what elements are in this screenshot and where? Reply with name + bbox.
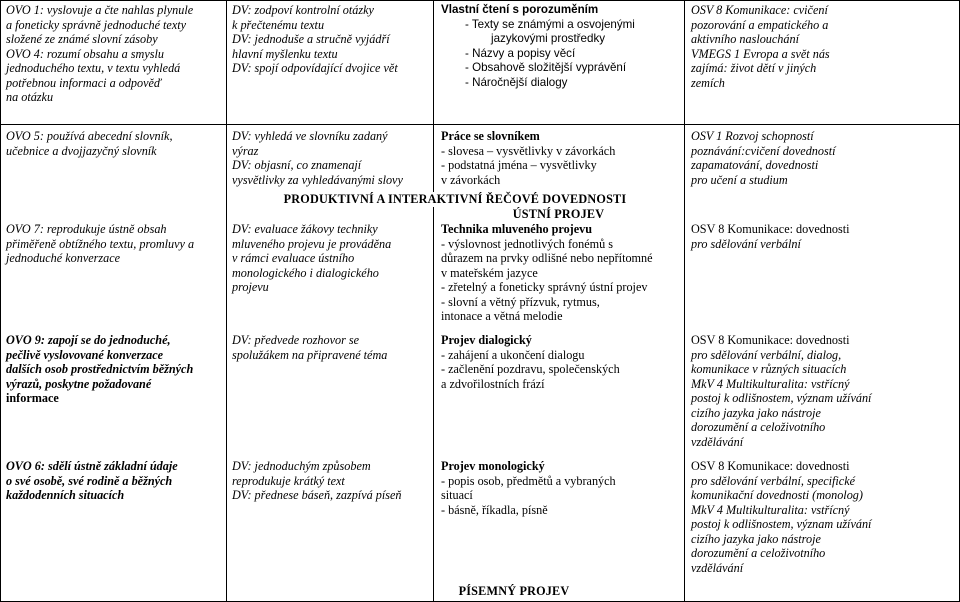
text-line: DV: předvede rozhovor se: [232, 333, 360, 347]
text-line: informace: [6, 391, 59, 405]
speaking-activity-evaluation: [232, 222, 391, 295]
text-line: pozorování a empatického a: [691, 17, 829, 32]
text-line: v mateřském jazyce: [441, 265, 538, 280]
text-line: v rámci evaluace ústního: [232, 251, 355, 265]
crosscurricular-speaking-c: [691, 459, 871, 575]
text-line: dorozumění a celoživotního: [691, 546, 826, 560]
text-line: komunikační dovednosti (monolog): [691, 488, 863, 502]
text-line: OVO 7: reprodukuje ústně obsah: [6, 222, 167, 236]
text-line: DV: jednoduchým způsobem: [232, 459, 371, 473]
text-line: VMEGS 1 Evropa a svět nás: [691, 46, 830, 61]
text-line: učebnice a dvojjazyčný slovník: [6, 143, 157, 158]
content-title: Vlastní čtení s porozuměním: [441, 3, 599, 16]
text-line: OSV 8 Komunikace: cvičení: [691, 3, 828, 17]
text-line: pro sdělování verbální, dialog,: [691, 347, 842, 362]
text-line: reprodukuje krátký text: [232, 473, 345, 488]
row2-crosscurricular-cell: [691, 129, 836, 187]
speaking-outcome-9: [6, 333, 193, 406]
text-line: - popis osob, předmětů a vybraných: [441, 473, 616, 488]
text-line: výraz: [232, 143, 259, 158]
text-line: - začlenění pozdravu, společenských: [441, 362, 620, 376]
text-line: a foneticky správně jednoduché texty: [6, 17, 187, 32]
text-line: jazykovými prostředky: [491, 32, 606, 45]
text-line: dorozumění a celoživotního: [691, 420, 826, 434]
text-line: DV: přednese báseň, zazpívá píseň: [232, 488, 402, 502]
content-title: Práce se slovníkem: [441, 129, 540, 143]
content-speech-technique: [441, 222, 653, 324]
text-line: dalších osob prostřednictvím běžných: [6, 362, 194, 376]
column-divider: [226, 0, 227, 602]
text-line: DV: zodpoví kontrolní otázky: [232, 3, 374, 17]
row1-activities-cell: [232, 3, 398, 76]
row1-crosscurricular-cell: [691, 3, 830, 90]
text-line: aktivního naslouchání: [691, 32, 799, 46]
text-line: - slovní a větný přízvuk, rytmus,: [441, 294, 600, 309]
text-line: OSV 1 Rozvoj schopností: [691, 129, 814, 143]
section-heading: ÚSTNÍ PROJEV: [512, 207, 605, 221]
text-line: pro učení a studium: [691, 172, 788, 187]
speaking-outcome-6: [6, 459, 178, 503]
text-line: vzdělávání: [691, 560, 744, 575]
text-line: potřebnou informaci a odpověď: [6, 75, 162, 90]
text-line: zapamatování, dovednosti: [691, 158, 819, 172]
content-monologue: [441, 459, 616, 517]
text-line: OVO 5: používá abecední slovník,: [6, 129, 173, 143]
text-line: DV: vyhledá ve slovníku zadaný: [232, 129, 388, 143]
column-divider: [433, 0, 434, 602]
text-line: výrazů, poskytne požadované: [6, 376, 152, 391]
text-line: přiměřeně obtížného textu, promluvy a: [6, 236, 195, 251]
text-line: poznávání:cvičení dovedností: [691, 143, 836, 158]
text-line: - Texty se známými a osvojenými: [465, 17, 635, 31]
text-line: - Náročnější dialogy: [465, 75, 568, 89]
text-line: OVO 4: rozumí obsahu a smyslu: [6, 46, 164, 61]
section-heading: PÍSEMNÝ PROJEV: [458, 584, 570, 598]
text-line: MkV 4 Multikulturalita: vstřícný: [691, 376, 850, 391]
content-dialogue: [441, 333, 620, 391]
text-line: a zdvořilostních frází: [441, 376, 545, 391]
text-line: pro sdělování verbální, specifické: [691, 473, 856, 488]
text-line: DV: evaluace žákovy techniky: [232, 222, 378, 236]
row1-outcomes-cell: [6, 3, 193, 105]
text-line: mluveného projevu je prováděna: [232, 236, 392, 251]
speaking-activity-monologue: [232, 459, 401, 503]
text-line: vzdělávání: [691, 434, 744, 449]
text-line: DV: jednoduše a stručně vyjádří: [232, 32, 390, 46]
text-line: situací: [441, 488, 473, 502]
text-line: OSV 8 Komunikace: dovednosti: [691, 459, 850, 473]
text-line: pro sdělování verbální: [691, 236, 801, 251]
row1-content-cell: [441, 3, 635, 90]
crosscurricular-speaking-a: [691, 222, 850, 251]
text-line: - zahájení a ukončení dialogu: [441, 347, 585, 362]
row2-activities-cell: [232, 129, 403, 187]
text-line: projevu: [232, 280, 269, 294]
text-line: cizího jazyka jako nástroje: [691, 531, 821, 546]
text-line: MkV 4 Multikulturalita: vstřícný: [691, 502, 850, 517]
text-line: OSV 8 Komunikace: dovednosti: [691, 222, 850, 236]
text-line: - zřetelný a foneticky správný ústní projev: [441, 280, 648, 294]
column-divider: [684, 0, 685, 602]
text-line: OSV 8 Komunikace: dovednosti: [691, 333, 850, 347]
text-line: OVO 9: zapojí se do jednoduché,: [6, 333, 171, 347]
text-line: DV: objasní, co znamenají: [232, 158, 362, 172]
text-line: zajímá: život dětí v jiných: [691, 61, 817, 75]
crosscurricular-speaking-b: [691, 333, 871, 449]
text-line: intonace a větná melodie: [441, 309, 563, 323]
text-line: na otázku: [6, 90, 54, 104]
text-line: v závorkách: [441, 172, 501, 187]
text-line: spolužákem na připravené téma: [232, 347, 388, 362]
text-line: složené ze známé slovní zásoby: [6, 32, 158, 46]
text-line: - výslovnost jednotlivých fonémů s: [441, 236, 613, 251]
text-line: postoj k odlišnostem, význam užívání: [691, 517, 872, 531]
text-line: - slovesa – vysvětlivky v závorkách: [441, 143, 616, 158]
text-line: každodenních situacích: [6, 488, 125, 502]
text-line: komunikace v různých situacích: [691, 362, 847, 376]
text-line: - básně, říkadla, písně: [441, 502, 548, 517]
text-line: - podstatná jména – vysvětlivky: [441, 158, 597, 172]
row-divider: [0, 0, 960, 1]
section-heading: PRODUKTIVNÍ A INTERAKTIVNÍ ŘEČOVÉ DOVEDNOSTI: [227, 192, 683, 207]
speaking-outcome-7: [6, 222, 194, 266]
content-title: Technika mluveného projevu: [441, 222, 593, 236]
text-line: o své osobě, své rodině a běžných: [6, 473, 173, 488]
text-line: cizího jazyka jako nástroje: [691, 405, 821, 420]
text-line: pečlivě vyslovované konverzace: [6, 347, 164, 362]
text-line: OVO 6: sdělí ústně základní údaje: [6, 459, 178, 473]
text-line: monologického i dialogického: [232, 265, 379, 280]
content-title: Projev dialogický: [441, 333, 532, 347]
text-line: OVO 1: vyslovuje a čte nahlas plynule: [6, 3, 194, 17]
text-line: DV: spojí odpovídající dvojice vět: [232, 61, 398, 75]
text-line: důrazem na prvky odlišné nebo nepřítomné: [441, 251, 653, 265]
text-line: jednoduchého textu, v textu vyhledá: [6, 61, 181, 75]
column-divider: [0, 0, 1, 602]
row2-outcomes-cell: [6, 129, 173, 158]
text-line: - Názvy a popisy věcí: [465, 46, 576, 60]
text-line: k přečtenému textu: [232, 17, 325, 32]
text-line: - Obsahově složitější vyprávění: [465, 61, 627, 74]
text-line: vysvětlivky za vyhledávanými slovy: [232, 172, 403, 187]
row2-content-cell: [441, 129, 615, 187]
row-divider: [0, 124, 960, 125]
text-line: jednoduché konverzace: [6, 251, 121, 265]
text-line: zemích: [691, 75, 725, 90]
content-title: Projev monologický: [441, 459, 545, 473]
speaking-activity-dialogue: [232, 333, 387, 362]
text-line: postoj k odlišnostem, význam užívání: [691, 391, 872, 405]
text-line: hlavní myšlenku textu: [232, 46, 338, 61]
